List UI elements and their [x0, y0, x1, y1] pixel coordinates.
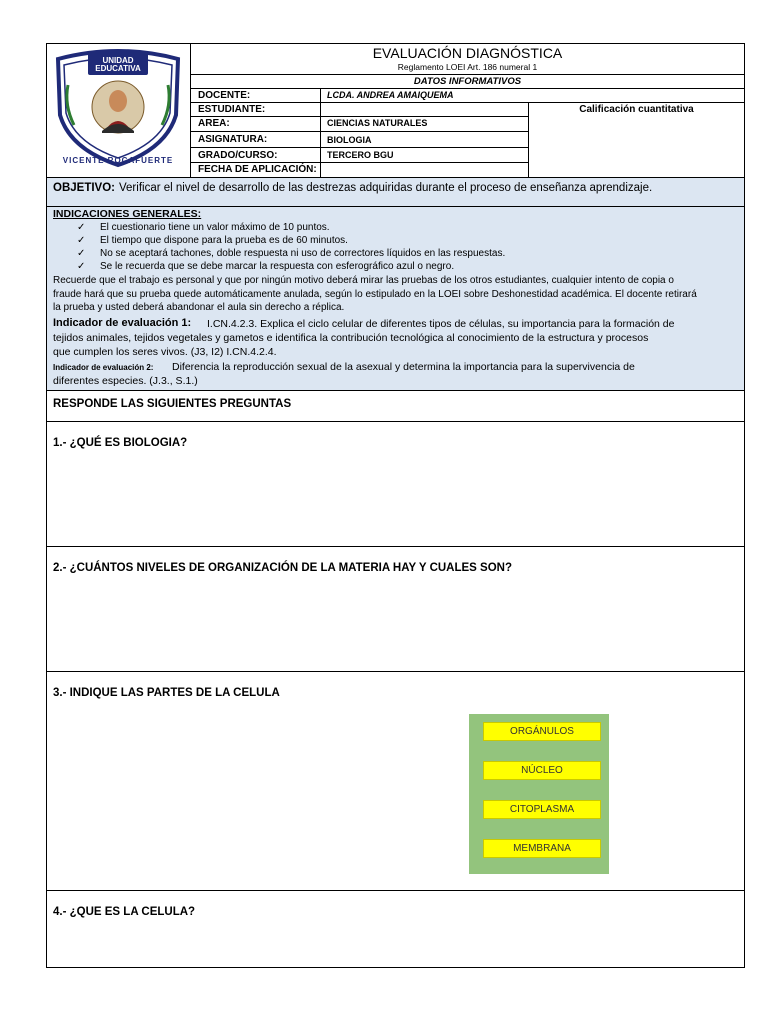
cell-part-label: MEMBRANA	[483, 839, 601, 858]
indicaciones-title: INDICACIONES GENERALES:	[53, 208, 202, 220]
answer-area-4[interactable]	[50, 925, 740, 963]
logo-top-text: UNIDAD EDUCATIVA	[95, 56, 141, 73]
question-2: 2.- ¿CUÁNTOS NIVELES DE ORGANIZACIÓN DE LA MATERIA HAY Y CUALES SON?	[53, 562, 512, 574]
indicador1-line: que cumplen los seres vivos. (J3, I2) I.CN.4.2.4.	[53, 346, 277, 358]
check-icon: ✓	[77, 248, 86, 259]
question-4: 4.- ¿QUE ES LA CELULA?	[53, 906, 196, 918]
answer-area-2[interactable]	[50, 582, 740, 668]
objetivo-text: Verificar el nivel de desarrollo de las destrezas adquiridas durante el proceso de enseñanza aprendizaje.	[119, 182, 653, 194]
objetivo-label: OBJETIVO:	[53, 182, 115, 194]
grado-value: TERCERO BGU	[327, 150, 394, 160]
indicador2-line: diferentes especies. (J.3., S.1.)	[53, 375, 198, 387]
calificacion-label: Calificación cuantitativa	[579, 104, 694, 115]
objetivo-section	[47, 178, 744, 206]
asignatura-label: ASIGNATURA:	[198, 134, 268, 145]
indicaciones-paragraph-line: Recuerde que el trabajo es personal y que por ningún motivo deberá mirar las pruebas de los otros estudiantes, cualquier intento de copia o	[53, 275, 674, 286]
estudiante-field[interactable]	[321, 103, 527, 115]
question-1: 1.- ¿QUÉ ES BIOLOGIA?	[53, 437, 188, 449]
indicaciones-paragraph-line: fraude hará que su prueba quede automáticamente anulada, según lo estipulado en la LOEI sobre Deshonestidad académica. El docente retirará	[53, 289, 697, 300]
check-icon: ✓	[77, 222, 86, 233]
section-datos-informativos: DATOS INFORMATIVOS	[413, 76, 522, 87]
indicacion-item: Se le recuerda que se debe marcar la respuesta con esferográfico azul o negro.	[100, 261, 455, 272]
fecha-field[interactable]	[321, 163, 527, 176]
docente-label: DOCENTE:	[198, 90, 251, 101]
school-logo	[48, 45, 188, 175]
cell-part-label: CITOPLASMA	[483, 800, 601, 819]
indicaciones-section	[47, 207, 744, 315]
fecha-label: FECHA DE APLICACIÓN:	[198, 164, 317, 175]
check-icon: ✓	[77, 261, 86, 272]
logo-ring-text: VICENTE ROCAFUERTE	[62, 156, 174, 165]
docente-value: LCDA. ANDREA AMAIQUEMA	[327, 90, 454, 100]
indicador1-line: I.CN.4.2.3. Explica el ciclo celular de diferentes tipos de células, su importancia para la formación de	[207, 318, 675, 330]
question-3: 3.- INDIQUE LAS PARTES DE LA CELULA	[53, 687, 280, 699]
area-label: AREA:	[198, 118, 230, 129]
indicador2-label: Indicador de evaluación 2:	[53, 363, 154, 372]
answer-area-1[interactable]	[50, 456, 740, 542]
indicacion-item: El tiempo que dispone para la prueba es de 60 minutos.	[100, 235, 348, 246]
estudiante-label: ESTUDIANTE:	[198, 104, 266, 115]
cell-part-label: NÚCLEO	[483, 761, 601, 780]
page-title: EVALUACIÓN DIAGNÓSTICA	[372, 45, 563, 61]
indicadores-section	[47, 315, 744, 390]
cell-part-label: ORGÁNULOS	[483, 722, 601, 741]
indicaciones-paragraph-line: la prueba y usted deberá abandonar el aula sin derecho a réplica.	[53, 302, 345, 313]
area-value: CIENCIAS NATURALES	[327, 118, 428, 128]
page-subtitle: Reglamento LOEI Art. 186 numeral 1	[397, 62, 538, 72]
cell-parts-panel	[469, 714, 609, 874]
indicacion-item: No se aceptará tachones, doble respuesta ni uso de correctores líquidos en las respuestas.	[100, 248, 506, 259]
asignatura-value: BIOLOGIA	[327, 135, 372, 145]
check-icon: ✓	[77, 235, 86, 246]
instruction-heading: RESPONDE LAS SIGUIENTES PREGUNTAS	[53, 398, 292, 410]
indicador1-label: Indicador de evaluación 1:	[53, 317, 192, 329]
calificacion-field[interactable]	[530, 117, 744, 176]
indicador2-line: Diferencia la reproducción sexual de la asexual y determina la importancia para la supervivencia de	[172, 361, 635, 373]
grado-label: GRADO/CURSO:	[198, 150, 278, 161]
indicador1-line: tejidos animales, tejidos vegetales y gametos e identifica la contribución tecnológica al conocimiento de la estructura y procesos	[53, 332, 649, 344]
indicacion-item: El cuestionario tiene un valor máximo de 10 puntos.	[100, 222, 330, 233]
